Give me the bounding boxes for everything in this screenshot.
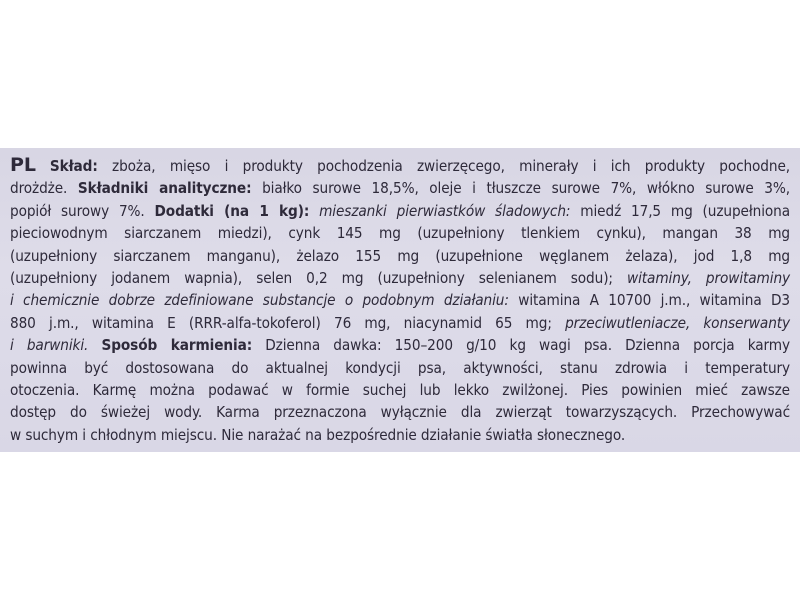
composition-heading: Skład: xyxy=(49,157,98,175)
antioxidants-heading: przeciwutleniacze, konserwanty xyxy=(565,313,790,332)
label-text-block xyxy=(10,154,790,446)
label-line-4: pieciowodnym siarczanem miedzi), cynk 145 mg (uzupełniony tlenkiem cynku), mangan 38 mg xyxy=(10,224,790,243)
label-line-3: popiół surowy 7%. Dodatki (na 1 kg): mieszanki pierwiastków śladowych: miedź 17,5 mg (uzupełniona xyxy=(10,201,790,220)
trace-elements-heading: mieszanki pierwiastków śladowych: xyxy=(319,201,571,220)
analytical-constituents-heading: Składniki analityczne: xyxy=(77,179,252,198)
label-line-2: drożdże. Składniki analityczne: białko surowe 18,5%, oleje i tłuszcze surowe 7%, włókno surowe 3%, xyxy=(10,179,790,198)
product-label-panel xyxy=(0,148,800,452)
label-line-7: i chemicznie dobrze zdefiniowane substancje o podobnym działaniu: witamina A 10700 j.m., witamina D3 xyxy=(10,291,790,310)
label-line-5: (uzupełniony siarczanem manganu), żelazo 155 mg (uzupełnione węglanem żelaza), jod 1,8 mg xyxy=(10,246,790,265)
label-line-13: w suchym i chłodnym miejscu. Nie narażać na bezpośrednie działanie światła słonecznego. xyxy=(10,425,626,444)
label-line-11: otoczenia. Karmę można podawać w formie suchej lub lekko zwilżonej. Pies powinien mieć zawsze xyxy=(10,381,790,400)
label-line-6: (uzupełniony jodanem wapnia), selen 0,2 mg (uzupełniony selenianem sodu); witaminy, prowitaminy xyxy=(10,269,791,288)
language-code: PL xyxy=(10,154,36,176)
feeding-instructions-heading: Sposób karmienia: xyxy=(101,336,253,355)
label-line-9: i barwniki. Sposób karmienia: Dzienna dawka: 150–200 g/10 kg wagi psa. Dzienna porcja karmy xyxy=(10,336,790,355)
vitamins-heading: witaminy, prowitaminy xyxy=(627,269,791,288)
label-line-10: powinna być dostosowana do aktualnej kondycji psa, aktywności, stanu zdrowia i temperatury xyxy=(10,358,790,377)
additives-heading: Dodatki (na 1 kg): xyxy=(154,201,310,220)
label-line-1: PL Skład: zboża, mięso i produkty pochodzenia zwierzęcego, minerały i ich produkty pochodne, xyxy=(10,154,790,176)
antioxidants-heading-cont: i barwniki. xyxy=(10,336,89,355)
label-line-12: dostęp do świeżej wody. Karma przeznaczona wyłącznie dla zwierząt towarzyszących. Przechowywać xyxy=(10,403,790,422)
label-line-8: 880 j.m., witamina E (RRR-alfa-tokoferol) 76 mg, niacynamid 65 mg; przeciwutleniacze, konserwanty xyxy=(10,313,790,332)
vitamins-heading-cont: i chemicznie dobrze zdefiniowane substancje o podobnym działaniu: xyxy=(10,291,509,310)
